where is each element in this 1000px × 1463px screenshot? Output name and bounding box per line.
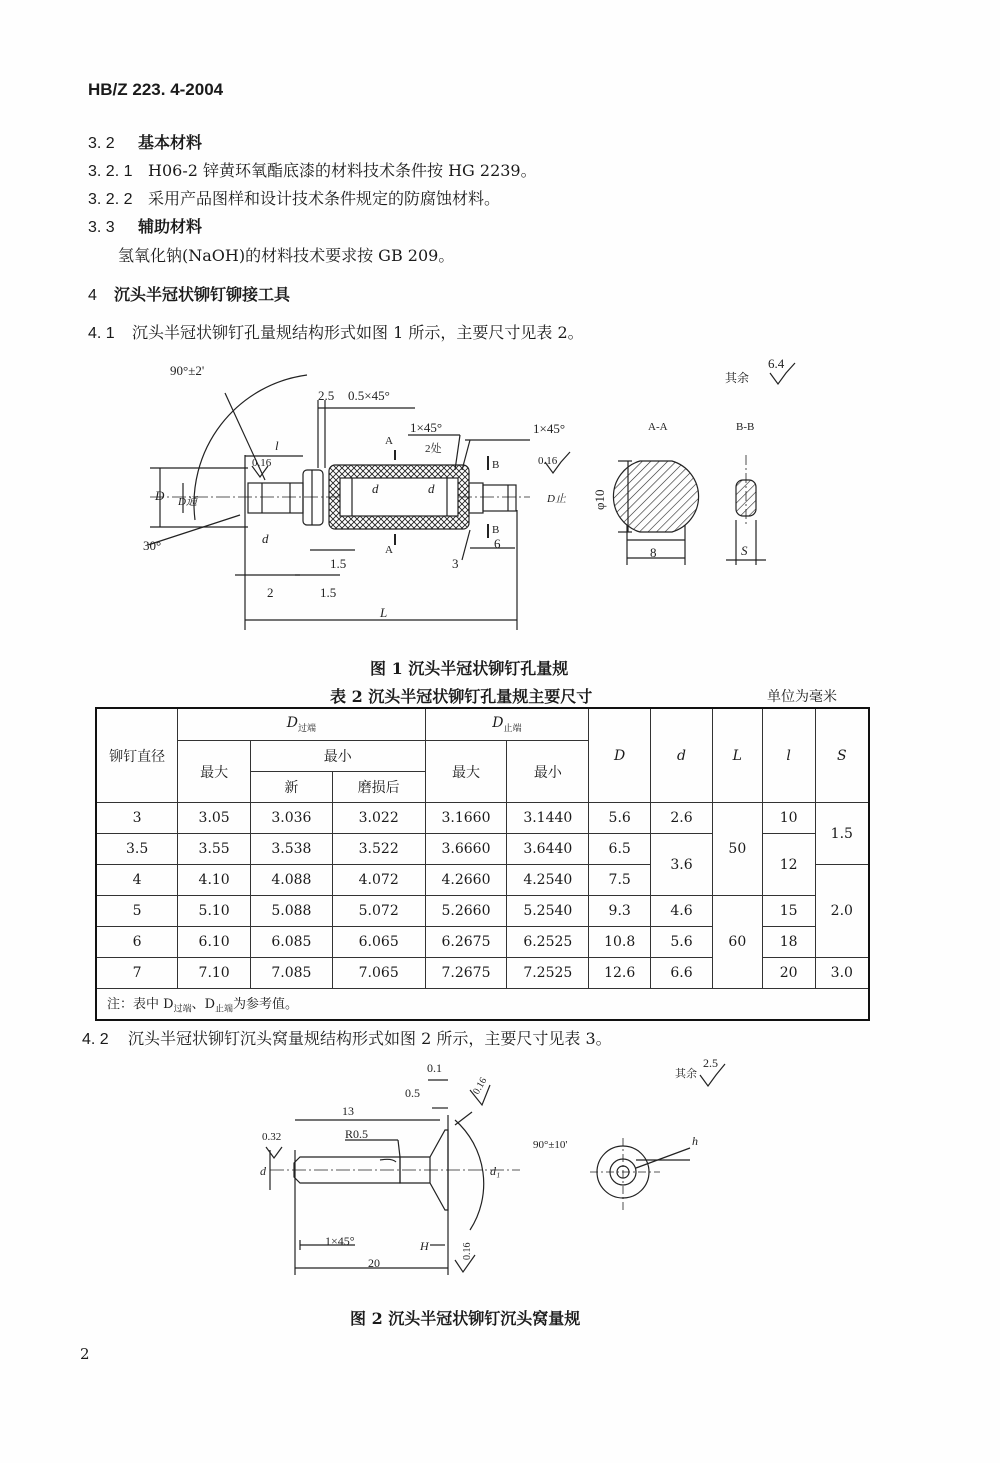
dim-phi10: φ10: [592, 489, 607, 510]
dim-chamfer-1: 1×45°: [410, 420, 443, 435]
table-2-title: 表 2 沉头半冠状铆钉孔量规主要尺寸: [330, 687, 593, 706]
dim-chamfer-0-5: 0.5×45°: [348, 388, 390, 403]
roughness-0-16-c: 0.16: [471, 1075, 490, 1097]
dim-20: 20: [368, 1256, 380, 1270]
table-row: 6 6.10 6.085 6.065 6.2675 6.2525 10.8 5.6 18: [96, 927, 869, 958]
dim-d-3: d: [428, 481, 435, 496]
header-D: D: [589, 708, 651, 803]
page-number: 2: [80, 1345, 90, 1363]
section-heading: 辅助材料: [138, 217, 203, 236]
header-max: 最大: [178, 741, 251, 803]
table-note-row: [96, 989, 869, 1021]
header-D-zhi: $D_{止端}$: [425, 708, 589, 741]
header-max-2: 最大: [425, 741, 507, 803]
dim-6: 6: [494, 536, 501, 551]
section-number: 3. 2. 1: [88, 163, 133, 180]
dim-2-5: 2.5: [318, 388, 335, 403]
header-d: d: [651, 708, 713, 803]
header-L: L: [712, 708, 762, 803]
figure-1-caption: 图 1 沉头半冠状铆钉孔量规: [370, 659, 569, 678]
standard-code: HB/Z 223. 4-2004: [88, 80, 224, 99]
roughness-0-16-d: 0.16: [462, 1242, 473, 1260]
section-text: H06-2 锌黄环氧酯底漆的材料技术条件按 HG 2239。: [148, 161, 537, 180]
section-number: 3. 2. 2: [88, 191, 133, 208]
dim-chamfer-2: 1×45°: [533, 421, 566, 436]
roughness-0-16-a: 0.16: [252, 457, 272, 469]
section-A-top: A: [385, 435, 393, 447]
header-D-tong: $D_{过端}$: [178, 708, 425, 741]
section-B-top: B: [492, 459, 500, 471]
section-number: 3. 2: [88, 135, 115, 152]
table-row: 5 5.10 5.088 5.072 5.2660 5.2540 9.3 4.6 60 15: [96, 896, 869, 927]
section-number: 4. 1: [88, 325, 115, 342]
dim-d-1: d: [262, 531, 269, 546]
dim-d1-fig2: d₁: [490, 1164, 501, 1178]
dim-h: h: [692, 1134, 698, 1148]
dim-13: 13: [342, 1104, 354, 1118]
dim-chamfer-fig2: 1×45°: [325, 1234, 355, 1248]
rest-roughness-label: 其余: [725, 371, 750, 385]
roughness-0-16-b: 0.16: [538, 455, 558, 467]
dim-0-1: 0.1: [427, 1061, 442, 1075]
header-min-2: 最小: [507, 741, 589, 803]
dim-D: D: [155, 488, 165, 503]
dim-l: l: [275, 438, 279, 453]
header-min: 最小: [251, 741, 426, 772]
dim-D-tong: D通: [178, 496, 197, 508]
dim-L: L: [380, 605, 388, 620]
header-new: 新: [251, 772, 333, 803]
section-number: 4: [88, 287, 97, 304]
table-2: [95, 707, 870, 1021]
section-A-bottom: A: [385, 544, 393, 556]
section-B-bottom: B: [492, 524, 500, 536]
table-row: 7 7.10 7.085 7.065 7.2675 7.2525 12.6 6.6 20 3.0: [96, 958, 869, 989]
rest-roughness-value: 6.4: [768, 356, 785, 371]
table-row: 3.5 3.55 3.538 3.522 3.6660 3.6440 6.5 3.6 12: [96, 834, 869, 865]
section-text: 沉头半冠状铆钉沉头窝量规结构形式如图 2 所示，主要尺寸见表 3。: [128, 1029, 612, 1048]
rest-roughness-label-2: 其余: [675, 1068, 697, 1080]
section-text: 采用产品图样和设计技术条件规定的防腐蚀材料。: [148, 189, 501, 208]
table-2-unit: 单位为毫米: [767, 689, 837, 705]
dim-0-5: 0.5: [405, 1086, 420, 1100]
header-S: S: [815, 708, 869, 803]
roughness-0-32: 0.32: [262, 1131, 282, 1143]
section-heading: 基本材料: [138, 133, 203, 152]
dim-D-zhi: D止: [547, 493, 566, 505]
dim-30-deg: 30°: [143, 538, 162, 553]
section-heading: 沉头半冠状铆钉铆接工具: [114, 285, 291, 304]
header-worn: 磨损后: [332, 772, 425, 803]
dim-d-2: d: [372, 481, 379, 496]
section-4-2: [82, 1026, 612, 1049]
header-rivet-dia: 铆钉直径: [96, 708, 178, 803]
rest-roughness-value-2: 2.5: [703, 1056, 718, 1070]
figure-2-drawing: [0, 1050, 1000, 1300]
header-l: l: [762, 708, 815, 803]
section-text: 氢氧化钠(NaOH)的材料技术要求按 GB 209。: [118, 246, 455, 265]
table-note: 注：表中 $D_{过端}$、$D_{止端}$为参考值。: [96, 989, 869, 1021]
section-text: 沉头半冠状铆钉孔量规结构形式如图 1 所示，主要尺寸见表 2。: [132, 323, 584, 342]
dim-2: 2: [267, 585, 274, 600]
angle-label-2: 90°±10': [533, 1139, 568, 1151]
dim-H: H: [420, 1239, 429, 1253]
dim-1-5-b: 1.5: [320, 585, 337, 600]
section-number: 3. 3: [88, 219, 115, 236]
dim-R0-5: R0.5: [345, 1127, 369, 1141]
section-AA-label: A-A: [648, 421, 668, 433]
dim-8: 8: [650, 545, 657, 560]
table-row: 3 3.05 3.036 3.022 3.1660 3.1440 5.6 2.6 50 10 1.5: [96, 803, 869, 834]
figure-2-caption: 图 2 沉头半冠状铆钉沉头窝量规: [350, 1309, 581, 1328]
dim-2-places: 2处: [425, 443, 442, 455]
dim-d-fig2: d: [260, 1164, 266, 1178]
table-row: 4 4.10 4.088 4.072 4.2660 4.2540 7.5 2.0: [96, 865, 869, 896]
section-BB-label: B-B: [736, 421, 755, 433]
dim-3: 3: [452, 556, 459, 571]
dim-S: S: [741, 543, 748, 558]
section-number: 4. 2: [82, 1031, 109, 1048]
figure-1-drawing: [0, 0, 1000, 700]
angle-label: 90°±2': [170, 363, 205, 378]
dim-1-5-a: 1.5: [330, 556, 347, 571]
